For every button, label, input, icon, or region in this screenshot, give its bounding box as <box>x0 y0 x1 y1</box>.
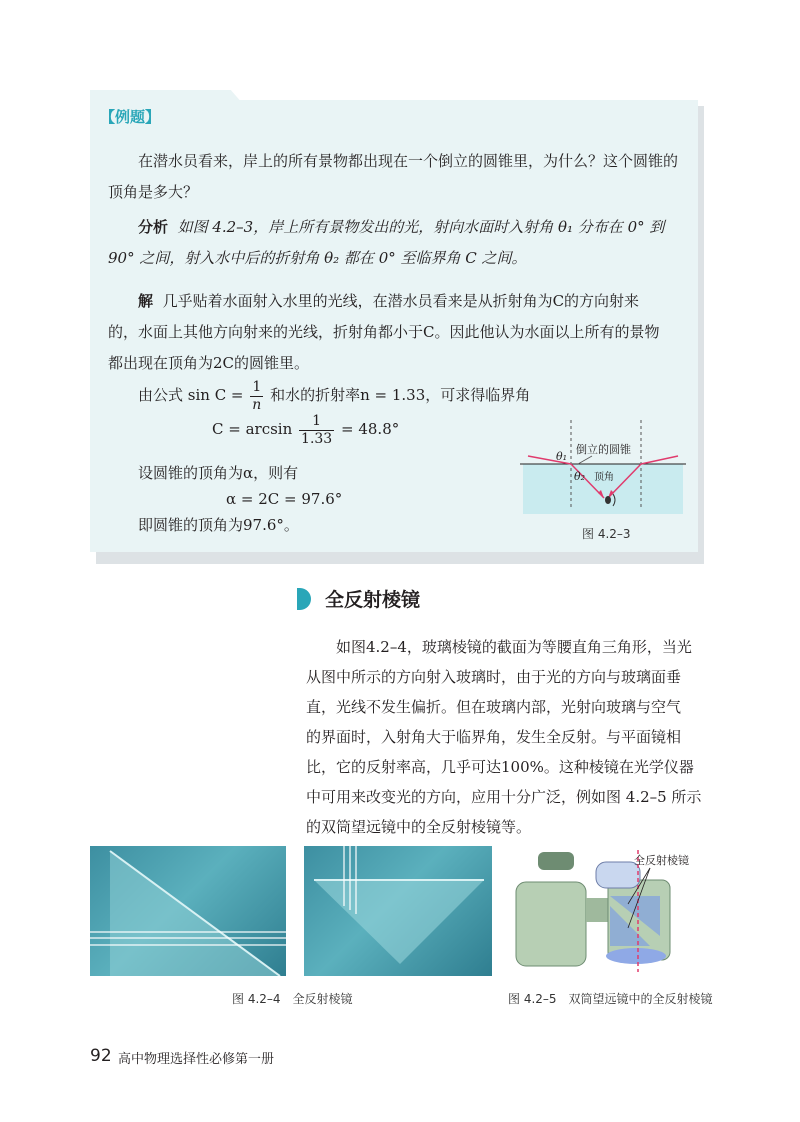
analysis-line1: 如图 4.2–3，岸上所有景物发出的光，射向水面时入射角 θ₁ 分布在 0° 到 <box>177 218 665 236</box>
binoculars-graphic <box>510 846 702 976</box>
section-line-4: 的界面时，入射角大于临界角，发生全反射。与平面镜相 <box>306 728 682 746</box>
fraction2-numerator: 1 <box>299 413 334 431</box>
book-title: 高中物理选择性必修第一册 <box>118 1052 275 1067</box>
example-tag: 【例题】 <box>100 108 161 126</box>
formula-intro-a: 由公式 sin C = <box>138 386 244 404</box>
incident-ray-right <box>641 456 678 464</box>
formula-fraction <box>250 379 263 414</box>
conclusion: 即圆锥的顶角为97.6°。 <box>138 516 299 534</box>
section-marker <box>297 588 311 610</box>
prism-label: 全反射棱镜 <box>634 854 689 867</box>
formula-intro-b: 和水的折射率n = 1.33，可求得临界角 <box>270 386 531 404</box>
formula-arcsin <box>212 412 399 448</box>
solution-label: 解 <box>138 292 154 310</box>
alpha-equation: α = 2C = 97.6° <box>226 490 343 508</box>
diver-icon <box>605 496 611 504</box>
formula-line <box>138 378 530 414</box>
figure-4-2-4-caption: 图 4.2–4 全反射棱镜 <box>232 992 353 1006</box>
solution-paragraph <box>108 286 690 379</box>
figure-4-2-5-caption: 图 4.2–5 双筒望远镜中的全反射棱镜 <box>508 992 713 1006</box>
analysis-paragraph <box>108 212 690 274</box>
theta2-label: θ₂ <box>574 470 586 483</box>
theta1-label: θ₁ <box>556 450 568 463</box>
binoculars-figure <box>510 846 702 976</box>
fraction-denominator: n <box>252 396 262 413</box>
apex-label: 顶角 <box>594 472 614 483</box>
example-question: 在潜水员看来，岸上的所有景物都出现在一个倒立的圆锥里，为什么？这个圆锥的顶角是多大？ <box>108 152 679 201</box>
prism-photo-2-graphic <box>304 846 492 976</box>
formula2-fraction <box>299 413 334 448</box>
analysis-label: 分析 <box>138 218 169 236</box>
figure-4-2-3-caption: 图 4.2–3 <box>582 527 631 541</box>
prism-photo-1-graphic <box>90 846 286 976</box>
formula2-a: C = arcsin <box>212 420 293 438</box>
section-line-2: 从图中所示的方向射入玻璃时，由于光的方向与玻璃面垂 <box>306 668 682 686</box>
page-number: 92 <box>90 1046 112 1066</box>
section-line-6: 中可用来改变光的方向，应用十分广泛，例如图 4.2–5 所示 <box>306 788 702 806</box>
analysis-line2: 90° 之间，射入水中后的折射角 θ₂ 都在 0° 至临界角 C 之间。 <box>108 249 527 267</box>
cone-line: 设圆锥的顶角为α，则有 <box>138 464 299 482</box>
formula2-b: = 48.8° <box>341 420 400 438</box>
figure-4-2-3 <box>520 418 686 514</box>
cone-label: 倒立的圆锥 <box>576 443 631 456</box>
prism-photo-1 <box>90 846 286 976</box>
cone-diagram <box>520 418 686 514</box>
fraction-numerator: 1 <box>250 379 263 397</box>
section-line-3: 直，光线不发生偏折。但在玻璃内部，光射向玻璃与空气 <box>306 698 682 716</box>
section-line-7: 的双筒望远镜中的全反射棱镜等。 <box>306 818 532 836</box>
section-title: 全反射棱镜 <box>325 589 421 611</box>
solution-line1: 几乎贴着水面射入水里的光线，在潜水员看来是从折射角为C的方向射来 <box>162 292 640 310</box>
section-line-1: 如图4.2–4，玻璃棱镜的截面为等腰直角三角形，当光 <box>336 638 692 656</box>
fraction2-denominator: 1.33 <box>301 430 333 447</box>
prism-photo-2 <box>304 846 492 976</box>
section-paragraph <box>306 632 702 842</box>
solution-line2: 的，水面上其他方向射来的光线，折射角都小于C。因此他认为水面以上所有的景物 <box>108 323 660 341</box>
solution-line3: 都出现在顶角为2C的圆锥里。 <box>108 354 310 372</box>
section-line-5: 比，它的反射率高，几乎可达100%。这种棱镜在光学仪器 <box>306 758 694 776</box>
label-pointer <box>578 456 592 464</box>
